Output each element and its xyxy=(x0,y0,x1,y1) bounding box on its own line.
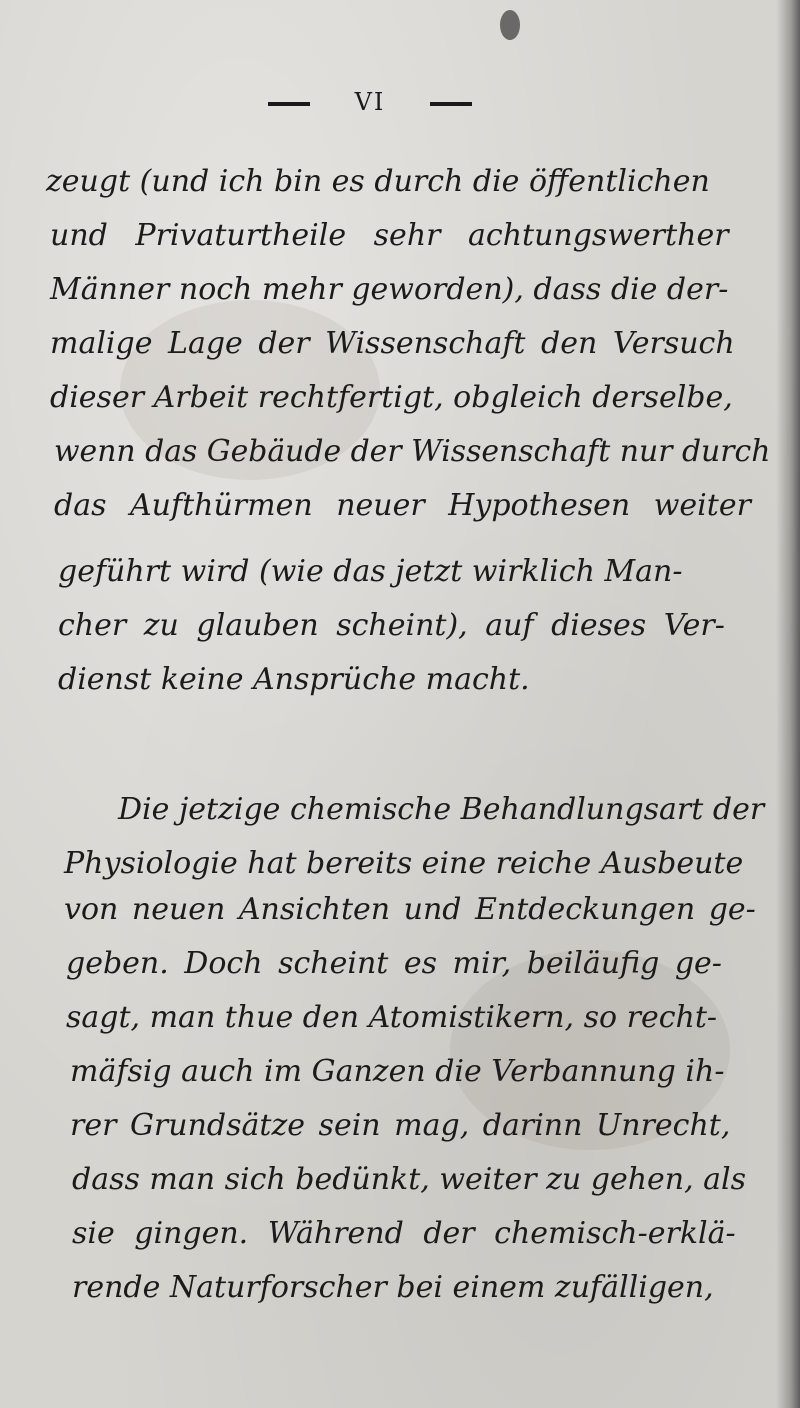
paper-stain xyxy=(500,10,520,40)
text-line: Die jetzige chemische Behandlungsart der xyxy=(118,792,765,827)
text-line: von neuen Ansichten und Entdeckungen ge- xyxy=(64,892,756,927)
page-header xyxy=(0,88,800,118)
text-line: mäfsig auch im Ganzen die Verbannung ih- xyxy=(70,1054,725,1089)
text-line: cher zu glauben scheint), auf dieses Ver- xyxy=(58,608,725,643)
header-dash-right xyxy=(430,102,472,106)
text-line: dieser Arbeit rechtfertigt, obgleich derselbe, xyxy=(50,380,733,415)
text-line: das Aufthürmen neuer Hypothesen weiter xyxy=(54,488,751,523)
page-edge-shadow xyxy=(776,0,800,1408)
page-number: VI xyxy=(354,88,386,116)
text-line: sagt, man thue den Atomistikern, so recht- xyxy=(66,1000,718,1035)
text-line: zeugt (und ich bin es durch die öffentlichen xyxy=(46,164,710,199)
text-line: rende Naturforscher bei einem zufälligen, xyxy=(72,1270,714,1305)
text-line: rer Grundsätze sein mag, darinn Unrecht, xyxy=(70,1108,731,1143)
text-line: geben. Doch scheint es mir, beiläufig ge- xyxy=(66,946,722,981)
text-line: Männer noch mehr geworden), dass die der- xyxy=(50,272,729,307)
text-line: geführt wird (wie das jetzt wirklich Man- xyxy=(58,554,683,589)
text-line: wenn das Gebäude der Wissenschaft nur durch xyxy=(54,434,771,469)
text-line: dienst keine Ansprüche macht. xyxy=(58,662,530,697)
text-line: dass man sich bedünkt, weiter zu gehen, als xyxy=(72,1162,747,1197)
text-line: malige Lage der Wissenschaft den Versuch xyxy=(50,326,735,361)
header-dash-left xyxy=(268,102,310,106)
text-line: und Privaturtheile sehr achtungswerther xyxy=(50,218,729,253)
text-line: sie gingen. Während der chemisch-erklä- xyxy=(72,1216,736,1251)
text-line: Physiologie hat bereits eine reiche Ausbeute xyxy=(64,846,744,881)
